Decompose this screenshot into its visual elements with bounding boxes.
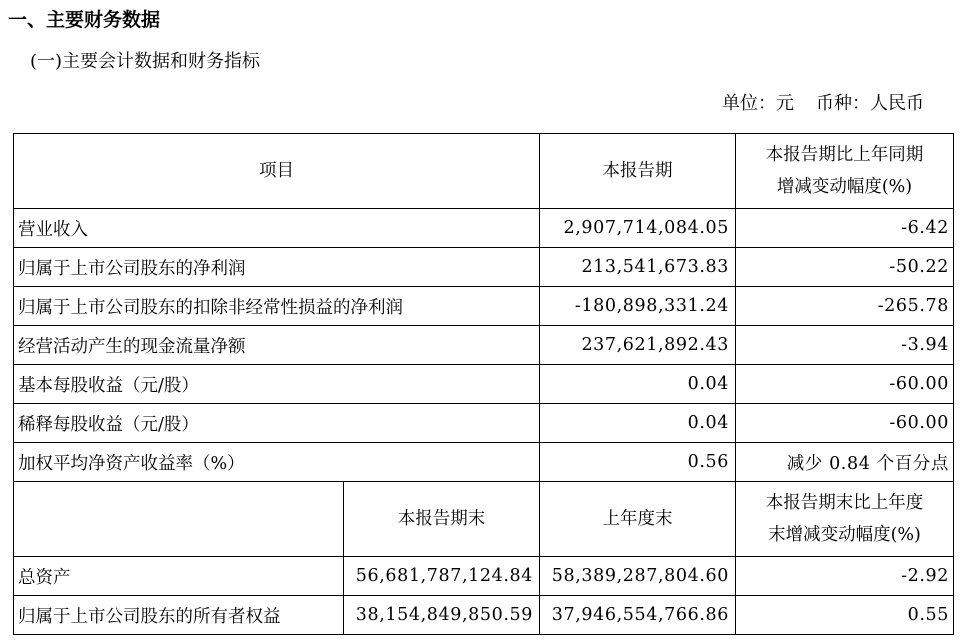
table-row [14,287,954,326]
row-label: 稀释每股收益（元/股） [14,404,540,443]
table-row [14,326,954,365]
header-period-end-change-line1: 本报告期末比上年度 [765,493,924,513]
row-prior-year-end-value: 37,946,554,766.86 [540,596,736,635]
table-row [14,443,954,482]
header-period-end-change-line2: 末增减变动幅度(%) [768,525,921,545]
row-change-value: -50.22 [736,248,954,287]
row-change-value: -3.94 [736,326,954,365]
row-current-value: 0.56 [540,443,736,482]
table-row [14,596,954,635]
row-change-value: -2.92 [736,557,954,596]
row-period-end-value: 38,154,849,850.59 [344,596,540,635]
row-change-value: 0.55 [736,596,954,635]
row-period-end-value: 56,681,787,124.84 [344,557,540,596]
table-row [14,209,954,248]
header-blank-cell [14,482,344,557]
row-current-value: 0.04 [540,404,736,443]
row-change-value: -60.00 [736,404,954,443]
row-label: 归属于上市公司股东的扣除非经常性损益的净利润 [14,287,540,326]
financial-data-table [13,133,954,635]
header-item: 项目 [14,134,540,209]
section-heading: 一、主要财务数据 [8,9,161,31]
table-row [14,557,954,596]
row-current-value: 213,541,673.83 [540,248,736,287]
row-current-value: 0.04 [540,365,736,404]
row-change-value: 减少 0.84 个百分点 [736,443,954,482]
row-label: 加权平均净资产收益率（%） [14,443,540,482]
row-change-value: -6.42 [736,209,954,248]
header-yoy-change-line2: 增减变动幅度(%) [776,177,913,197]
header-current-period: 本报告期 [540,134,736,209]
subsection-heading: (一)主要会计数据和财务指标 [30,51,261,72]
unit-currency-line [722,90,924,118]
header-prior-year-end: 上年度末 [540,482,736,557]
header-period-end-change [736,482,954,557]
row-change-value: -265.78 [736,287,954,326]
table-row [14,365,954,404]
unit-label: 单位：元 [722,93,794,114]
row-label: 经营活动产生的现金流量净额 [14,326,540,365]
header-period-end: 本报告期末 [344,482,540,557]
currency-label: 币种：人民币 [816,93,924,114]
row-label: 营业收入 [14,209,540,248]
row-label: 基本每股收益（元/股） [14,365,540,404]
row-current-value: 2,907,714,084.05 [540,209,736,248]
table2-header-row [14,482,954,557]
table1-header-row [14,134,954,209]
table-row [14,404,954,443]
row-change-value: -60.00 [736,365,954,404]
row-label: 归属于上市公司股东的净利润 [14,248,540,287]
header-yoy-change-line1: 本报告期比上年同期 [765,145,924,165]
header-yoy-change [736,134,954,209]
row-prior-year-end-value: 58,389,287,804.60 [540,557,736,596]
table-row [14,248,954,287]
row-label: 总资产 [14,557,344,596]
row-label: 归属于上市公司股东的所有者权益 [14,596,344,635]
row-current-value: 237,621,892.43 [540,326,736,365]
row-current-value: -180,898,331.24 [540,287,736,326]
